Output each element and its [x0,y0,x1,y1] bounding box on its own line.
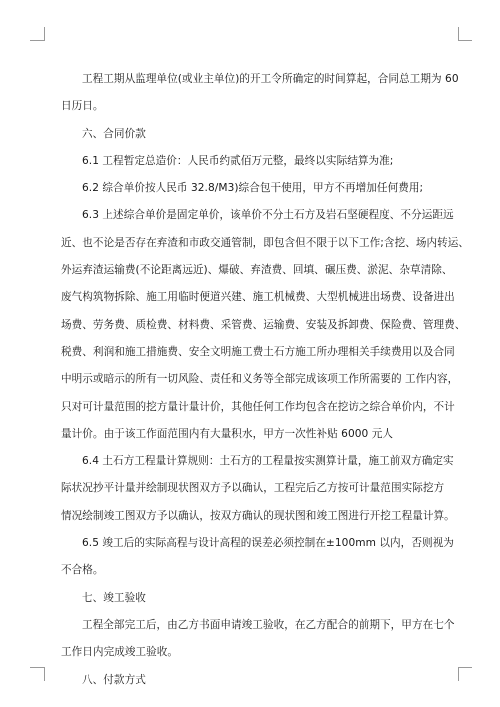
clause-6-1: 6.1 工程暂定总造价：人民币约贰佰万元整，最终以实际结算为准; [82,154,394,167]
paragraph-line: 不合格。 [61,564,104,577]
crop-mark-bottom-right-h [458,667,472,668]
crop-mark-top-left-h [30,40,44,41]
clause-6-4: 6.4 土石方工程量计算规则：土石方的工程量按实测算计量，施工前双方确定实 [82,455,454,468]
clause-6-3: 6.3 上述综合单价是固定单价，该单价不分土石方及岩石坚硬程度、不分运距远 [82,209,454,222]
crop-mark-top-right-v [458,27,459,41]
paragraph-line: 场费、劳务费、质检费、材料费、采管费、运输费、安装及拆卸费、保险费、管理费、 [61,318,466,331]
paragraph-line: 外运弃渣运输费(不论距离远近)、爆破、弃渣费、回填、碾压费、淤泥、杂草清除、 [61,264,453,277]
paragraph-line: 工程工期从监理单位(或业主单位)的开工令所确定的时间算起，合同总工期为 60 [82,73,459,85]
crop-mark-bottom-left-v [44,667,45,681]
section-heading-payment-method: 八、付款方式 [82,673,146,686]
paragraph-line: 情况绘制竣工图双方予以确认，按双方确认的现状图和竣工图进行开挖工程量计算。 [61,509,455,522]
paragraph-line: 废气构筑物拆除、施工用临时便道兴建、施工机械费、大型机械进出场费、设备进出 [61,291,455,304]
clause-6-2: 6.2 综合单价按人民币 32.8/M3)综合包干使用，甲方不再增加任何费用; [82,182,424,195]
paragraph-line: 中明示或暗示的所有一切风险、责任和义务等全部完成该项工作所需要的 工作内容， [61,373,459,386]
paragraph-line: 日历日。 [61,100,104,113]
paragraph-line: 近、也不论是否存在弃渣和市政交通管制，即包含但不限于以下工作;含挖、场内转运、 [61,236,470,249]
crop-mark-top-right-h [458,40,472,41]
section-heading-completion-acceptance: 七、竣工验收 [82,591,146,604]
paragraph-line: 只对可计量范围的挖方量计量计价，其他任何工作均包含在挖访之综合单价内，不计 [61,400,455,413]
paragraph-line: 税费、利润和施工措施费、安全文明施工费土石方施工所办理相关手续费用以及合同 [61,345,455,358]
crop-mark-top-left-v [44,27,45,41]
paragraph-line: 工程全部完工后，由乙方书面申请竣工验收，在乙方配合的前期下，甲方在七个 [82,618,455,631]
crop-mark-bottom-left-h [30,667,44,668]
paragraph-line: 际状况抄平计量并绘制现状图双方予以确认，工程完后乙方按可计量范围实际挖方 [61,482,445,495]
document-body [61,66,470,694]
paragraph-line: 量计价。由于该工作面范围内有大量积水，甲方一次性补贴 6000 元人 [61,427,394,440]
clause-6-5: 6.5 竣工后的实际高程与设计高程的误差必须控制在±100mm 以内，否则视为 [82,537,454,550]
crop-mark-bottom-right-v [458,667,459,681]
paragraph-line: 工作日内完成竣工验收。 [61,646,179,659]
section-heading-contract-price: 六、合同价款 [82,127,146,140]
